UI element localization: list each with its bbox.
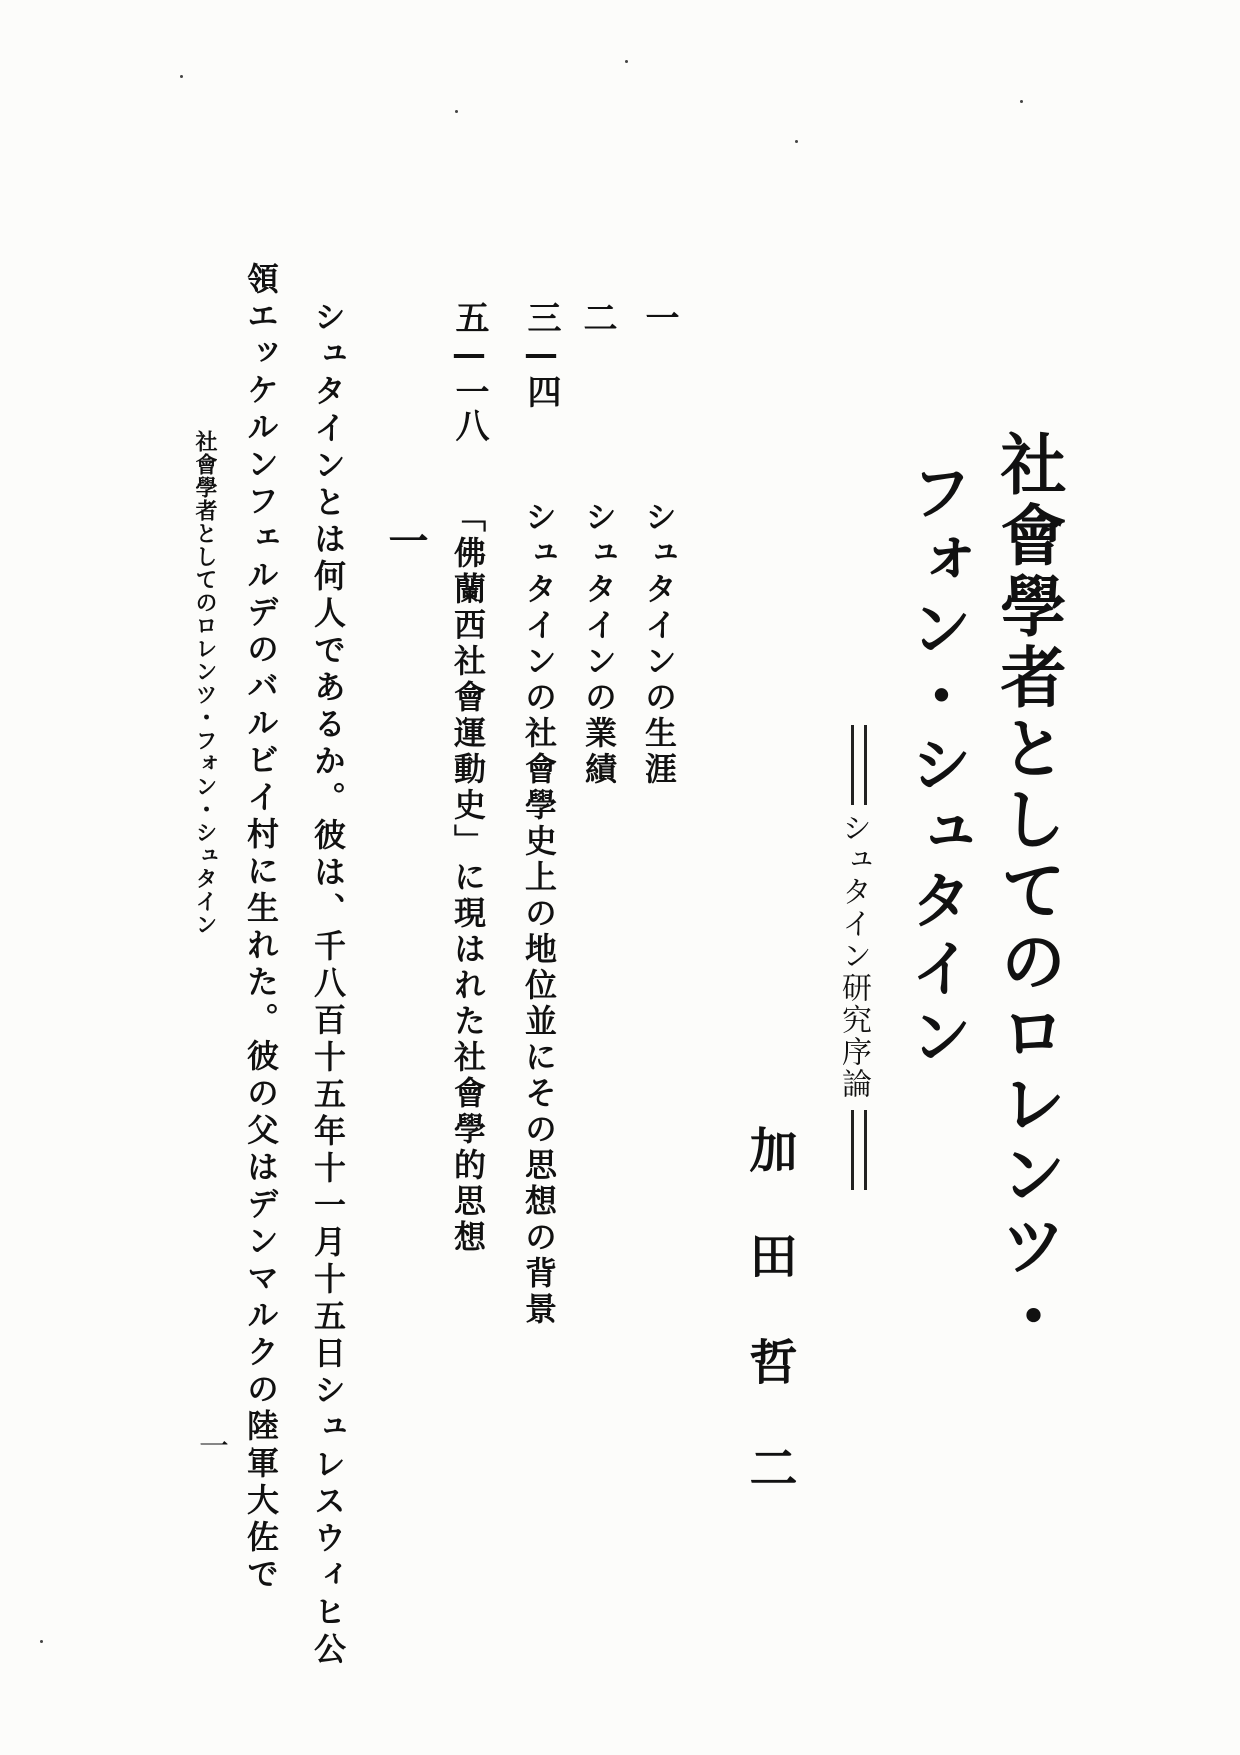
subtitle-double-rule-bottom xyxy=(851,1110,867,1190)
subtitle-double-rule-top xyxy=(851,725,867,805)
toc-entry: 「佛蘭西社會運動史」に現はれた社會學的思想 xyxy=(449,500,487,1256)
toc-entry: シュタインの社會學史上の地位並にその思想の背景 xyxy=(520,500,558,1328)
scan-speck xyxy=(1020,100,1023,103)
toc-entry: シュタインの業績 xyxy=(580,500,618,788)
scan-speck xyxy=(625,60,628,63)
toc-number: 五—一八 xyxy=(449,300,489,442)
toc-number: 三—四 xyxy=(521,300,561,408)
scan-speck xyxy=(180,75,183,78)
subtitle: シュタイン研究序論 xyxy=(836,812,871,1100)
toc-entry: シュタインの生涯 xyxy=(640,500,678,788)
running-head: 社會學者としてのロレンツ・フォン・シュタイン xyxy=(192,430,218,936)
section-number: 一 xyxy=(382,520,429,560)
body-text-line: 領エッケルンフェルデのバルビイ村に生れた。彼の父はデンマルクの陸軍大佐で xyxy=(242,262,280,1594)
scan-speck xyxy=(455,110,458,113)
toc-number: 一 xyxy=(639,300,679,334)
toc-number: 二 xyxy=(577,300,617,334)
scan-speck xyxy=(40,1640,43,1643)
page-number: 一 xyxy=(193,1430,228,1460)
body-text-line: シュタインとは何人であるか。彼は、千八百十五年十一月十五日シュレスウィヒ公 xyxy=(309,300,347,1669)
scan-speck xyxy=(795,140,798,143)
title-line-1: 社會學者としてのロレンツ・ xyxy=(989,430,1067,1353)
title-line-2: フォン・シュタイン xyxy=(900,460,973,1072)
author-name: 加田哲二 xyxy=(741,1125,797,1549)
